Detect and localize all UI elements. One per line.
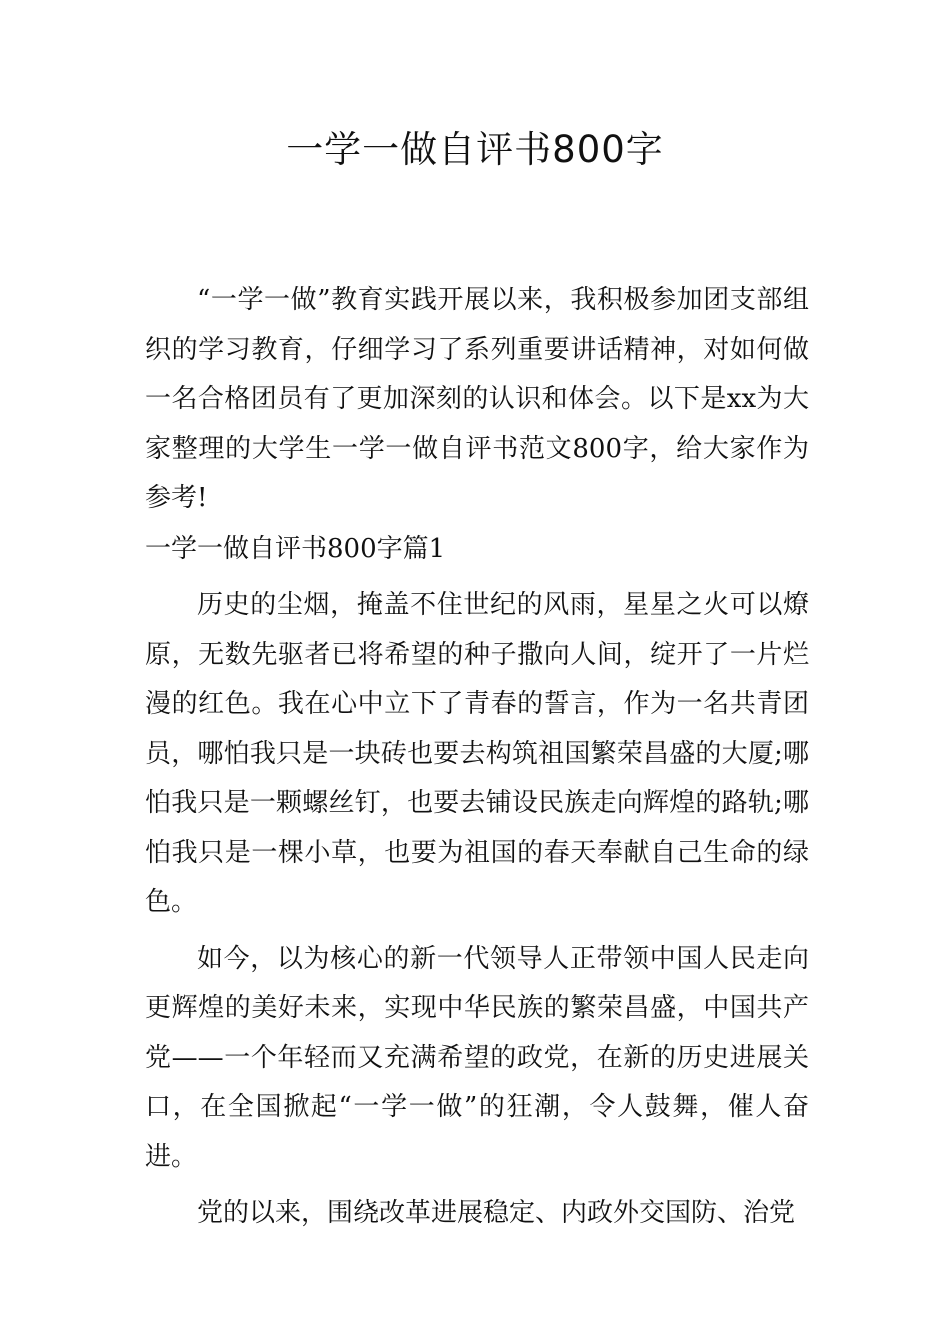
- body-paragraph: 历史的尘烟，掩盖不住世纪的风雨，星星之火可以燎原，无数先驱者已将希望的种子撒向人间，绽开了一片烂漫的红色。我在心中立下了青春的誓言，作为一名共青团员，哪怕我只是一块砖也要去构筑祖国繁荣昌盛的大厦;哪怕我只是一颗螺丝钉，也要去铺设民族走向辉煌的路轨;哪怕我只是一棵小草，也要为祖国的春天奉献自己生命的绿色。: [145, 590, 809, 917]
- intro-paragraph: “一学一做”教育实践开展以来，我积极参加团支部组织的学习教育，仔细学习了系列重要讲话精神，对如何做一名合格团员有了更加深刻的认识和体会。以下是xx为大家整理的大学生一学一做自评书范文800字，给大家作为参考!: [145, 285, 809, 513]
- body-paragraph: 如今，以为核心的新一代领导人正带领中国人民走向更辉煌的美好未来，实现中华民族的繁荣昌盛，中国共产党——一个年轻而又充满希望的政党，在新的历史进展关口，在全国掀起“一学一做”的狂潮，令人鼓舞，催人奋进。: [145, 943, 809, 1172]
- document-title: 一学一做自评书800字: [286, 128, 664, 171]
- body-paragraph: 党的以来，围绕改革进展稳定、内政外交国防、治党: [197, 1198, 796, 1228]
- document-body: [145, 276, 809, 1239]
- section-heading: 一学一做自评书800字篇1: [145, 533, 446, 564]
